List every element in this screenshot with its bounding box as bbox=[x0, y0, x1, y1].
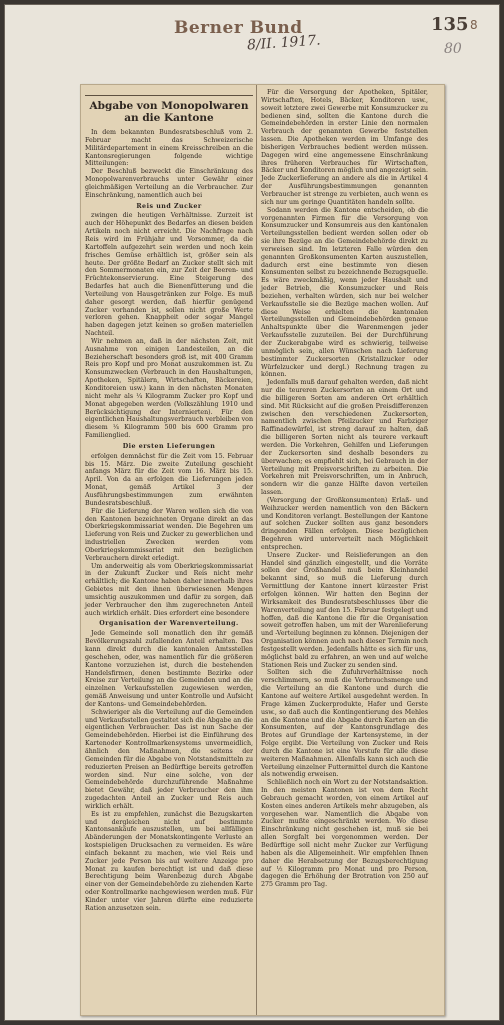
paragraph: Schließlich noch ein Wort zu der Notstandsaktion. In den meisten Kantonen ist von dem Recht Gebrauch gemacht worden, von einem Artikel auf Kosten eines anderen Artikels mehr abzugeben, als vorgesehen war. Namentlich die Abgabe von Zucker mußte eingeschränkt werden. Wo diese Einschränkung nicht geschehen ist, muß sie bei allen Sorgfalt bei vorgenommen werden. Der Bedürftige soll nicht mehr Zucker zur Verfügung haben als die Allgemeinheit. Wir empfehlen Ihnen daher die Herabsetzung der Bezugsberechtigung auf ½ Kilogramm pro Monat und pro Person, dagegen die Erhöhung der Brotration von 250 auf 275 Gramm pro Tag. bbox=[261, 779, 428, 889]
paragraph: Schwieriger als die Verteilung auf die Gemeinden und Verkaufsstellen gestaltet sich die Abgabe an die eigentlichen Verbraucher. Das ist nun Sache der Gemeindebehörden. Hierbei ist die Einführung des Kartenoder Kontrollmarkensystems unvermeidlich, ähnlich den Maßnahmen, die seitens der Gemeinden für die Abgabe von Notstandsmitteln zu reduzierten Preisen an Bedürftige bereits getroffen worden sind. Nur eine solche, von der Gemeindebehörde durchzuführende Maßnahme bietet Gewähr, daß jeder Verbraucher den ihm zugedachten Anteil an Zucker und Reis auch wirklich erhält. bbox=[85, 708, 253, 810]
subheading: Reis und Zucker bbox=[136, 202, 202, 210]
handwritten-date: 8/II. 1917. bbox=[246, 32, 322, 54]
handwritten-number: 80 bbox=[444, 41, 462, 57]
archive-board bbox=[4, 4, 500, 1021]
page-number: 135 bbox=[431, 14, 469, 35]
paragraph: Für die Lieferung der Waren wollen sich die von den Kantonen bezeichneten Organe direkt an das Oberkriegskommissariat wenden. Die Begehren um Lieferung von Reis und Zucker zu gewerblichen und industriellen Zwecken werden vom Oberkriegskommissariat mit den bezüglichen Verbrauchern direkt erledigt. bbox=[85, 507, 253, 562]
paragraph: Wir nehmen an, daß in der nächsten Zeit, mit Ausnahme von einigen Landesteilen, an die Bezieherschaft besonders groß ist, mit 400 Gramm Reis pro Kopf und pro Monat auszukommen ist. Zu Konsumzwecken (Verbrauch in den Haushaltungen, Apotheken, Spitälern, Wirtschaften, Bäckereien, Konditoreien usw.) kann in den nächsten Monaten nicht mehr als ¼ Kilogramm Zucker pro Kopf und Monat abgegeben werden (Volkszählung 1910 und Berücksichtigung der Internierten). Für den eigentlichen Haushaltungsverbrauch verbleiben von diesem ¼ Kilogramm 500 bis 600 Gramm pro Familienglied. bbox=[85, 337, 253, 440]
left-column bbox=[81, 85, 256, 1015]
paragraph: Unsere Zucker- und Reislieferungen an den Handel sind gänzlich eingestellt, und die Vorräte sollen der Großhandel muß beim Kleinhandel bekannt sind, so muß die Lieferung durch Vermittlung der Kantone innert kürzester Frist erfolgen können. Wir hatten den Beginn der Wirksamkeit des Bundesratsbeschlusses über die Warenverteilung auf den 15. Februar festgelegt und hoffen, daß die Kantone die für die Organisation soweit getroffen haben, um mit der Warenlieferung und -Verteilung beginnen zu können. Diejenigen der Organisation können auch nach dieser Termin noch festgestellt werden. Jedenfalls hätte es sich für uns, möglichst bald zu erfahren, an wen und auf welche Stationen Reis und Zucker zu senden sind. bbox=[261, 551, 428, 669]
paragraph: (Versorgung der Großkonsumenten) Erlaß- und Weihzucker werden namentlich von den Bäckern und Konditoren verlangt. Bestellungen der Kantone auf solchen Zucker sollten aus ganz besonders dringenden Fällen erfolgen. Diese bezüglichen Begehren wird unterverteilt nach Möglichkeit entsprechen. bbox=[261, 496, 428, 551]
article-title: Abgabe von Monopolwaren an die Kantone bbox=[85, 95, 253, 124]
subheading: Organisation der Warenverteilung. bbox=[99, 620, 239, 628]
paragraph: Es ist zu empfehlen, zunächst die Bezugskarten und dergleichen nicht auf bestimmte Kantonsankäufe auszustellen, um bei allfälligen Abänderungen der Monatskontingente Verluste an kostspieligen Drucksachen zu vermeiden. Es wäre einfach bekannt zu machen, wie viel Reis und Zucker jede Person bis auf weitere Anzeige pro Monat zu kaufen berechtigt ist und daß diese Berechtigung beim Warenbezug durch Abgabe einer von der Gemeindebehörde zu ziehenden Karte oder Kontrollmarke nachgewiesen werden muß. Für Kinder unter vier Jahren dürfte eine reduzierte Ration anzusetzen sein. bbox=[85, 810, 253, 912]
subheading: Die ersten Lieferungen bbox=[122, 442, 216, 450]
paragraph: Sodann werden die Kantone entscheiden, ob die vorgenannten Firmen für die Versorgung von Konsumzucker und Konsumreis aus den kantonalen Verteilungsstellen bedient werden sollen oder ob sie ihre Bezüge an die Gemeindebehörde direkt zu verweisen sind. Im letzteren Falle würden den genannten Großkonsumenten Karten auszustellen, dadurch erst eine bestimmte von diesen Konsumenten selbst zu bezeichnende Bezugsquelle. Es wäre zweckmäßig, wenn jeder Haushalt und jeder Betrieb, die Konsumzucker und Reis beziehen, verhalten würden, sich nur bei welcher Verkaufsstelle sie die Bezüge machen wollen. Auf diese Weise erhielten die kantonalen Verteilungsstellen und Gemeindebehörden genaue Anhaltspunkte über die Warenmengen jeder Verkaufsstelle zuzuteilen. Bei der Durchführung der Zuckerabgabe wird es schwierig, teilweise unmöglich sein, allen Wünschen nach Lieferung bestimmter Zuckersorten (Kristallzucker oder Würfelzucker und dergl.) Rechnung tragen zu können. bbox=[261, 206, 428, 379]
paragraph: Um anderweitig als vom Oberkriegskommissariat in der Zukunft Zucker und Reis nicht mehr erhältlich; die Kantone haben daher innerhalb ihres Gebietes mit den ihnen überwiesenen Mengen umsichtig auszukommen und dafür zu sorgen, daß jeder Verbraucher den ihm zugerechneten Anteil auch wirklich erhält. Dies erfordert eine besondere bbox=[85, 562, 253, 617]
paragraph: erfolgen demnächst für die Zeit vom 15. Februar bis 15. März. Die zweite Zuteilung geschieht anfangs März für die Zeit vom 16. März bis 15. April. Von da an erfolgen die Lieferungen jeden Monat, gemäß Artikel 3 der Ausführungsbestimmungen zum erwähnten Bundesratsbeschluß. bbox=[85, 452, 253, 507]
paragraph: Jede Gemeinde soll monatlich den ihr gemäß Bevölkerungszahl zufallenden Anteil erhalten. Das kann direkt durch die kantonalen Amtsstellen geschehen, oder, was namentlich für die größeren Kantone vorzuziehen ist, durch die bestehenden Handelsfirmen, denen bestimmte Bezirke oder Kreise zur Verteilung an die Gemeinden und an die einzelnen Verkaufsstellen zugewiesen werden, gemäß Anweisung und unter Kontrolle und Aufsicht der Kantons- und Gemeindebehörden. bbox=[85, 630, 253, 708]
paragraph: zwingen die heutigen Verhältnisse. Zurzeit ist auch der Höhepunkt des Bedarfes an diesen beiden Artikeln noch nicht erreicht. Die Nachfrage nach Reis wird im Frühjahr und Vorsommer, da die Kartoffeln aufgezehrt sein werden und noch kein frisches Gemüse erhältlich ist, größer sein als heute. Der größte Bedarf an Zucker stellt sich mit den Sommermonaten ein, zur Zeit der Beeren- und Früchtekonservierung. Eine Steigerung des Bedarfes hat auch die Bienenfütterung und die Verteilung von Hausgetränken zur Folge. Es muß daher gesorgt werden, daß hierfür genügend Zucker vorhanden ist, sollen nicht große Werte verloren gehen. Knappheit oder sogar Mangel haben dagegen jetzt keinen so großen materiellen Nachteil. bbox=[85, 212, 253, 338]
right-column bbox=[256, 85, 431, 1015]
paragraph: Für die Versorgung der Apotheken, Spitäler, Wirtschaften, Hotels, Bäcker, Konditoren usw., soweit letztere zwei Gewerbe mit Konsumzucker zu bedienen sind, sollten die Kantone durch die Gemeindebehörden in erster Linie den normalen Verbrauch der genannten Gewerbe feststellen lassen. Die Apotheken werden im Umfange des bisherigen Verbrauches bedient werden müssen. Dagegen wird eine angemessene Einschränkung ihres früheren Verbrauches für Wirtschaften, Bäcker und Konditoren möglich und angezeigt sein. Jede Zuckerlieferung an andere als die in Artikel 4 der Ausführungsbestimmungen genannten Verbraucher ist strenge zu verbieten, auch wenn es sich nur um geringe Quantitäten handeln sollte. bbox=[261, 89, 428, 206]
paragraph: In dem bekannten Bundesratsbeschluß vom 2. Februar macht das Schweizerische Militärdepartement in einem Kreisschreiben an die Kantonsregierungen folgende wichtige Mitteilungen: bbox=[85, 129, 253, 168]
page-mark: 8 bbox=[470, 18, 478, 32]
newspaper-clipping bbox=[80, 84, 445, 1016]
paragraph: Jedenfalls muß darauf gehalten werden, daß nicht nur die teureren Zuckersorten an einem Ort und die billigeren Sorten am anderen Ort erhältlich sind. Mit Rücksicht auf die großen Preisdifferenzen zwischen den verschiedenen Zuckersorten, namentlich zwischen Pfeilzucker und Farbziger Raffinadewürfel, ist streng darauf zu halten, daß die billigeren Sorten nicht als teurere verkauft werden. Die Vorkehren, Gehilfen und Lieferungen der Zuckersorten sind deshalb besonders zu überwachen; es empfiehlt sich, bei Gebrauch in der Verteilung mit Preisvorschriften zu arbeiten. Die Vorkehren mit Preisvorschriften, um in Anbruch, sondern wir die ganze Hälfte davon verteilen lassen. bbox=[261, 379, 428, 497]
paragraph: Der Beschluß bezweckt die Einschränkung des Monopolwarenverbrauchs unter Gewähr einer gleichmäßigen Verteilung an die Verbraucher. Zur Einschränkung, namentlich auch bei bbox=[85, 168, 253, 199]
newspaper-name: Berner Bund bbox=[174, 18, 303, 38]
paragraph: Sollten sich die Zufuhrverhältnisse noch verschlimmern, so muß die Verbrauchsmenge und die Verteilung an die Kantone und durch die Kantone auf weitere Artikel ausgedehnt werden. In Frage kämen Zuckerprodukte, Hafer und Gerste usw., so daß auch die Kontingentierung des Mehles an die Kantone und die Abgabe durch Karten an die Konsumenten, auf der Kantonsgrundlage des Brotes auf Grundlage der Kartensysteme, in der Folge ergibt. Die Verteilung von Zucker und Reis durch die Kantone ist eine Vorstufe für alle diese weiteren Maßnahmen. Allenfalls kann sich auch die Verteilung einzelner Futtermittel durch die Kantone als notwendig erweisen. bbox=[261, 669, 428, 779]
